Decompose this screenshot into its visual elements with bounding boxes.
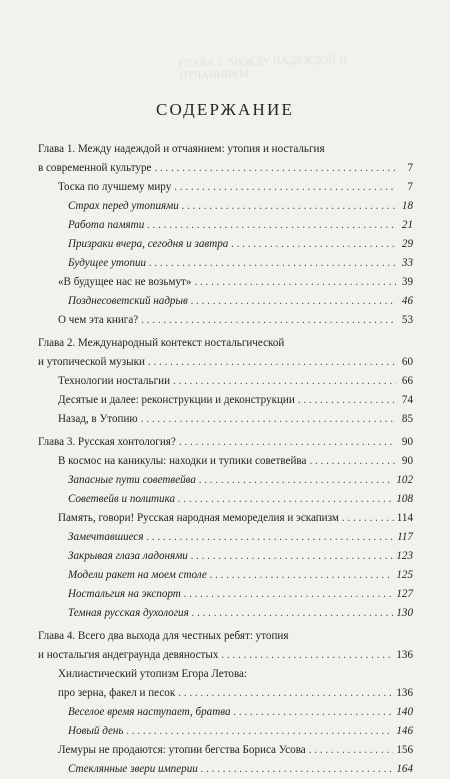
toc-entry-title: Будущее утопии <box>68 257 147 269</box>
page-number: 90 <box>401 436 413 448</box>
page-number: 60 <box>401 356 413 368</box>
toc-entry-title: Страх перед утопиями <box>68 200 179 212</box>
dot-leader <box>182 197 396 216</box>
toc-entry-title: Советвейв и политика <box>68 493 176 505</box>
page-number: 21 <box>401 219 413 231</box>
toc-entry-line <box>38 353 413 372</box>
toc-entry-line <box>58 372 413 391</box>
page-number: 18 <box>401 200 413 212</box>
table-of-contents <box>38 140 413 779</box>
page-title: СОДЕРЖАНИЕ <box>155 100 295 119</box>
dot-leader <box>309 741 394 760</box>
toc-subsection[interactable] <box>38 703 413 722</box>
page-number: 125 <box>396 569 413 581</box>
dot-leader <box>201 760 394 779</box>
dot-leader <box>210 566 394 585</box>
dot-leader <box>194 273 396 292</box>
toc-entry-title: В космос на каникулы: находки и тупики советвейва <box>58 455 307 467</box>
page-number: 74 <box>401 394 413 406</box>
toc-entry-line <box>68 722 413 741</box>
toc-chapter[interactable] <box>38 334 413 372</box>
page-number: 33 <box>401 257 413 269</box>
toc-section[interactable] <box>38 452 413 471</box>
toc-section[interactable] <box>38 410 413 429</box>
toc-chapter[interactable] <box>38 140 413 178</box>
dot-leader <box>141 311 396 330</box>
dot-leader <box>342 509 394 528</box>
toc-entry-line <box>38 433 413 452</box>
toc-subsection[interactable] <box>38 292 413 311</box>
toc-entry-line <box>38 159 413 178</box>
toc-section[interactable] <box>38 509 413 528</box>
page-number: 46 <box>401 295 413 307</box>
toc-section[interactable] <box>38 178 413 197</box>
toc-entry-title: Стеклянные звери империи <box>68 763 198 775</box>
toc-entry-title: Темная русская духология <box>68 607 189 619</box>
toc-entry-title: Позднесоветский надрыв <box>68 295 188 307</box>
toc-entry-line <box>58 273 413 292</box>
dot-leader <box>147 216 396 235</box>
page-number: 85 <box>401 413 413 425</box>
dot-leader <box>149 254 396 273</box>
dot-leader <box>221 646 393 665</box>
toc-section[interactable] <box>38 665 413 703</box>
page-number: 164 <box>396 763 413 775</box>
toc-entry-line <box>68 490 413 509</box>
toc-subsection[interactable] <box>38 547 413 566</box>
toc-entry-title: и утопической музыки <box>38 356 145 368</box>
page-number: 136 <box>396 687 413 699</box>
page-number: 39 <box>401 276 413 288</box>
dot-leader <box>234 703 394 722</box>
toc-subsection[interactable] <box>38 585 413 604</box>
page-number: 53 <box>401 314 413 326</box>
page-number: 130 <box>396 607 413 619</box>
dot-leader <box>141 410 396 429</box>
toc-entry-line <box>58 391 413 410</box>
toc-entry-title: Закрывая глаза ладонями <box>68 550 188 562</box>
bleed-through-text: ГЛАВА 1. МЕЖДУ НАДЕЖДОЙ И ОТЧАЯНИЕМ <box>178 53 347 82</box>
toc-entry-line <box>58 509 413 528</box>
toc-subsection[interactable] <box>38 216 413 235</box>
toc-entry-line <box>68 760 413 779</box>
toc-entry-title: Назад, в Утопию <box>58 413 138 425</box>
toc-entry-first-line: Глава 4. Всего два выхода для честных ребят: утопия <box>38 630 289 642</box>
toc-entry-title: «В будущее нас не возьмут» <box>58 276 192 288</box>
toc-entry-line <box>68 292 413 311</box>
page-number: 136 <box>396 649 413 661</box>
toc-entry-first-line: Глава 2. Международный контекст ностальгической <box>38 337 285 349</box>
dot-leader <box>199 471 393 490</box>
toc-entry-title: Модели ракет на моем столе <box>68 569 207 581</box>
toc-subsection[interactable] <box>38 197 413 216</box>
toc-section[interactable] <box>38 372 413 391</box>
dot-leader <box>126 722 393 741</box>
page-number: 123 <box>396 550 413 562</box>
toc-entry-line <box>58 741 413 760</box>
toc-entry-line <box>68 585 413 604</box>
toc-subsection[interactable] <box>38 566 413 585</box>
dot-leader <box>192 604 394 623</box>
toc-chapter[interactable] <box>38 627 413 665</box>
toc-entry-title: Лемуры не продаются: утопии бегства Бориса Усова <box>58 744 306 756</box>
dot-leader <box>191 292 396 311</box>
toc-entry-line <box>68 471 413 490</box>
toc-subsection[interactable] <box>38 471 413 490</box>
toc-entry-title: и ностальгия андеграунда девяностых <box>38 649 219 661</box>
dot-leader <box>154 159 396 178</box>
dot-leader <box>148 353 396 372</box>
toc-subsection[interactable] <box>38 528 413 547</box>
toc-entry-line <box>68 547 413 566</box>
toc-entry-title: О чем эта книга? <box>58 314 139 326</box>
toc-entry-title: в современной культуре <box>38 162 152 174</box>
page-number: 140 <box>396 706 413 718</box>
toc-entry-title: Работа памяти <box>68 219 145 231</box>
page-number: 127 <box>396 588 413 600</box>
toc-entry-line <box>58 684 413 703</box>
toc-subsection[interactable] <box>38 604 413 623</box>
page-number: 156 <box>396 744 413 756</box>
toc-subsection[interactable] <box>38 235 413 254</box>
toc-entry-line <box>68 703 413 722</box>
toc-subsection[interactable] <box>38 722 413 741</box>
dot-leader <box>146 528 394 547</box>
dot-leader <box>309 452 396 471</box>
toc-section[interactable] <box>38 391 413 410</box>
dot-leader <box>231 235 396 254</box>
dot-leader <box>184 585 394 604</box>
toc-subsection[interactable] <box>38 254 413 273</box>
toc-entry-title: Технологии ностальгии <box>58 375 171 387</box>
dot-leader <box>173 372 396 391</box>
toc-entry-line <box>68 197 413 216</box>
dot-leader <box>178 490 393 509</box>
toc-entry-title: Замечтавшиеся <box>68 531 144 543</box>
toc-entry-line <box>68 604 413 623</box>
page-number: 7 <box>407 162 413 174</box>
dot-leader <box>179 433 396 452</box>
dot-leader <box>174 178 396 197</box>
toc-entry-title: Память, говори! Русская народная мемоределия и эскапизм <box>58 512 339 524</box>
dot-leader <box>191 547 394 566</box>
toc-subsection[interactable] <box>38 760 413 779</box>
page-number: 117 <box>397 531 413 543</box>
toc-entry-line <box>68 566 413 585</box>
page-number: 66 <box>401 375 413 387</box>
toc-subsection[interactable] <box>38 490 413 509</box>
page-number: 29 <box>401 238 413 250</box>
page-number: 114 <box>396 512 413 524</box>
toc-chapter[interactable] <box>38 433 413 452</box>
toc-entry-line <box>68 254 413 273</box>
page-number: 102 <box>396 474 413 486</box>
toc-entry-line <box>68 216 413 235</box>
toc-entry-title: Запасные пути советвейва <box>68 474 196 486</box>
toc-entry-line <box>58 178 413 197</box>
dot-leader <box>178 684 393 703</box>
toc-entry-line <box>58 311 413 330</box>
toc-entry-line <box>68 528 413 547</box>
toc-entry-title: про зерна, факел и песок <box>58 687 176 699</box>
toc-entry-title: Призраки вчера, сегодня и завтра <box>68 238 229 250</box>
page-number: 108 <box>396 493 413 505</box>
page-number: 90 <box>401 455 413 467</box>
toc-entry-title: Веселое время наступает, братва <box>68 706 231 718</box>
toc-section[interactable] <box>38 741 413 760</box>
toc-entry-line <box>58 410 413 429</box>
toc-entry-line <box>38 646 413 665</box>
toc-entry-first-line: Глава 1. Между надеждой и отчаянием: утопия и ностальгия <box>38 143 325 155</box>
dot-leader <box>298 391 396 410</box>
toc-entry-title: Глава 3. Русская хонтология? <box>38 436 176 448</box>
toc-entry-title: Ностальгия на экспорт <box>68 588 181 600</box>
toc-section[interactable] <box>38 311 413 330</box>
toc-entry-line <box>68 235 413 254</box>
toc-entry-line <box>58 452 413 471</box>
toc-entry-title: Десятые и далее: реконструкции и деконструкции <box>58 394 295 406</box>
page-number: 7 <box>407 181 413 193</box>
toc-entry-title: Новый день <box>68 725 124 737</box>
page-number: 146 <box>396 725 413 737</box>
toc-section[interactable] <box>38 273 413 292</box>
toc-entry-first-line: Хилиастический утопизм Егора Летова: <box>58 668 248 680</box>
toc-entry-title: Тоска по лучшему миру <box>58 181 172 193</box>
